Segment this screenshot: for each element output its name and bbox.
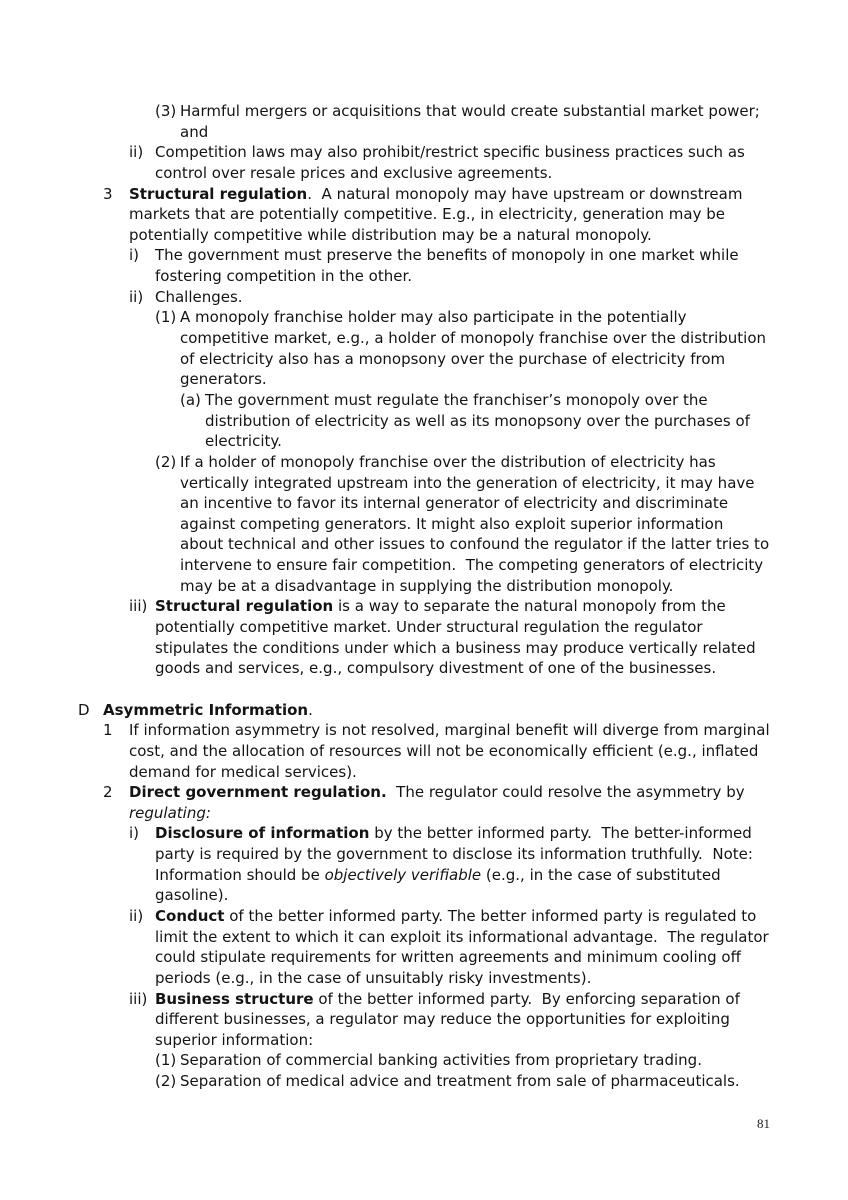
text-line (0, 204, 848, 225)
line-text: is a way to separate the natural monopoly from the (333, 597, 726, 616)
bold-term: Structural regulation (155, 597, 334, 616)
text-line (0, 328, 848, 349)
text-line (0, 1009, 848, 1030)
text-line (0, 369, 848, 390)
text-line (0, 844, 848, 865)
list-item-competition-laws (0, 142, 848, 183)
text-line (0, 823, 848, 844)
text-line (0, 266, 848, 287)
text-line (0, 514, 848, 535)
line-text: potentially competitive market. Under structural regulation the regulator (155, 618, 703, 637)
list-marker: iii) (129, 989, 148, 1008)
list-marker: (1) (155, 308, 177, 327)
line-text: about technical and other issues to confound the regulator if the latter tries to (180, 535, 770, 554)
line-text: gasoline). (155, 886, 229, 905)
line-text: periods (e.g., in the case of unsuitably risky investments). (155, 968, 592, 987)
list-marker: i) (129, 246, 140, 265)
list-marker: (1) (155, 1051, 177, 1070)
text-line (0, 700, 848, 721)
list-marker: (2) (155, 452, 177, 471)
text-line (0, 411, 848, 432)
text-line (0, 101, 848, 122)
text-line (0, 452, 848, 473)
list-marker: (3) (155, 102, 177, 120)
line-text: electricity. (205, 432, 282, 451)
line-text: and (180, 122, 209, 141)
list-marker: ii) (129, 906, 144, 925)
line-text: different businesses, a regulator may reduce the opportunities for exploiting (155, 1010, 730, 1029)
text-line (0, 782, 848, 803)
section-heading: Asymmetric Information (103, 700, 309, 719)
text-line (0, 762, 848, 783)
list-item-disclosure-of-information (0, 823, 848, 906)
list-item-preserve-monopoly-benefits (0, 245, 848, 286)
list-marker: ii) (129, 287, 144, 306)
line-text: Challenges. (155, 287, 243, 306)
line-text: may be at a disadvantage in supplying the distribution monopoly. (180, 576, 674, 595)
line-text: . A natural monopoly may have upstream or downstream (307, 184, 743, 203)
text-line (0, 1071, 848, 1092)
line-text: A monopoly franchise holder may also participate in the potentially (180, 308, 687, 327)
text-line (0, 865, 848, 886)
text-line (0, 927, 848, 948)
section-structural-regulation (0, 184, 848, 679)
line-text: goods and services, e.g., compulsory divestment of one of the businesses. (155, 659, 717, 678)
list-marker: (a) (180, 390, 201, 409)
line-text: of the better informed party. By enforcing separation of (313, 989, 740, 1008)
text-line (0, 555, 848, 576)
text-line (0, 349, 848, 370)
line-text: demand for medical services). (129, 762, 357, 781)
text-line (0, 287, 848, 308)
line-text: generators. (180, 370, 267, 389)
list-item-banking-separation (0, 1050, 848, 1071)
line-text: potentially competitive while distribution may be a natural monopoly. (129, 225, 652, 244)
section-heading: Structural regulation (129, 184, 308, 203)
line-text: limit the extent to which it can exploit its informational advantage. The regulator (155, 927, 769, 946)
list-item-regulate-franchiser (0, 390, 848, 452)
line-text: could stipulate requirements for written agreements and minimum cooling off (155, 948, 741, 967)
line-text: stipulates the conditions under which a business may produce vertically related (155, 638, 756, 657)
list-item-franchise-holder-participation (0, 307, 848, 451)
line-text: Information should be (155, 865, 325, 884)
list-marker: 2 (103, 783, 113, 802)
text-line (0, 493, 848, 514)
line-text: If a holder of monopoly franchise over the distribution of electricity has (180, 452, 716, 471)
line-text: intervene to ensure fair competition. The competing generators of electricity (180, 556, 764, 575)
italic-term: objectively verifiable (324, 865, 482, 884)
section-asymmetric-information (0, 700, 848, 1092)
text-line (0, 390, 848, 411)
line-text: cost, and the allocation of resources will not be economically efficient (e.g., inflated (129, 741, 759, 760)
text-line (0, 596, 848, 617)
text-line (0, 534, 848, 555)
line-text: distribution of electricity as well as its monopsony over the purchases of (205, 411, 750, 430)
line-text: control over resale prices and exclusive agreements. (155, 163, 553, 182)
line-text: Separation of commercial banking activities from proprietary trading. (180, 1051, 702, 1070)
list-item-information-asymmetry-effect (0, 720, 848, 782)
bold-term: Disclosure of information (155, 824, 370, 843)
text-line (0, 431, 848, 452)
text-line (0, 617, 848, 638)
line-text: competitive market, e.g., a holder of monopoly franchise over the distribution (180, 329, 767, 348)
text-line (0, 245, 848, 266)
text-line (0, 720, 848, 741)
list-item-business-structure (0, 989, 848, 1092)
text-line (0, 638, 848, 659)
text-line (0, 658, 848, 679)
line-text: markets that are potentially competitive. E.g., in electricity, generation may be (129, 205, 725, 224)
text-line (0, 225, 848, 246)
text-line (0, 947, 848, 968)
text-line (0, 1030, 848, 1051)
list-marker: (2) (155, 1072, 177, 1091)
list-marker: 3 (103, 184, 113, 203)
text-line (0, 142, 848, 163)
text-line (0, 803, 848, 824)
list-marker: iii) (129, 597, 148, 616)
line-text: Harmful mergers or acquisitions that would create substantial market power; (180, 102, 760, 120)
text-line (0, 163, 848, 184)
list-marker: ii) (129, 143, 144, 162)
text-line (0, 885, 848, 906)
list-item-structural-regulation-definition (0, 596, 848, 679)
line-text: Competition laws may also prohibit/restrict specific business practices such as (155, 143, 745, 162)
bold-term: Conduct (155, 906, 225, 925)
list-marker: 1 (103, 721, 113, 740)
bold-term: Business structure (155, 989, 314, 1008)
text-line (0, 989, 848, 1010)
line-text: against competing generators. It might also exploit superior information (180, 514, 724, 533)
bold-term: Direct government regulation. (129, 783, 387, 802)
line-text: of the better informed party. The better informed party is regulated to (224, 906, 757, 925)
line-text: Separation of medical advice and treatment from sale of pharmaceuticals. (180, 1072, 740, 1091)
line-text: The government must preserve the benefits of monopoly in one market while (155, 246, 739, 265)
line-text: an incentive to favor its internal generator of electricity and discriminate (180, 494, 729, 513)
page-body (0, 101, 848, 1092)
text-line (0, 307, 848, 328)
line-text: (e.g., in the case of substituted (481, 865, 721, 884)
line-text: If information asymmetry is not resolved, marginal benefit will diverge from marginal (129, 721, 770, 740)
text-line (0, 576, 848, 597)
list-marker: i) (129, 824, 140, 843)
list-item-medical-separation (0, 1071, 848, 1092)
italic-term: regulating: (129, 803, 211, 822)
line-text: vertically integrated upstream into the generation of electricity, it may have (180, 473, 755, 492)
list-item-vertical-integration (0, 452, 848, 596)
paragraph-spacer (0, 679, 848, 700)
text-line (0, 968, 848, 989)
line-text: party is required by the government to disclose its information truthfully. Note: (155, 845, 753, 864)
list-item-direct-government-regulation (0, 782, 848, 1092)
text-line (0, 741, 848, 762)
page-number: 81 (757, 1116, 770, 1131)
text-line (0, 473, 848, 494)
text-line (0, 122, 848, 143)
line-text: by the better informed party. The better-informed (369, 824, 752, 843)
line-text: superior information: (155, 1030, 314, 1049)
line-text: The regulator could resolve the asymmetry by (386, 783, 745, 802)
list-item-harmful-mergers (0, 101, 848, 142)
line-text: fostering competition in the other. (155, 267, 413, 286)
line-text: The government must regulate the franchiser’s monopoly over the (205, 390, 708, 409)
line-text: . (308, 700, 313, 719)
text-line (0, 1050, 848, 1071)
text-line (0, 906, 848, 927)
list-item-challenges (0, 287, 848, 597)
line-text: of electricity also has a monopsony over the purchase of electricity from (180, 349, 726, 368)
text-line (0, 184, 848, 205)
list-marker: D (78, 700, 90, 719)
list-item-conduct (0, 906, 848, 989)
